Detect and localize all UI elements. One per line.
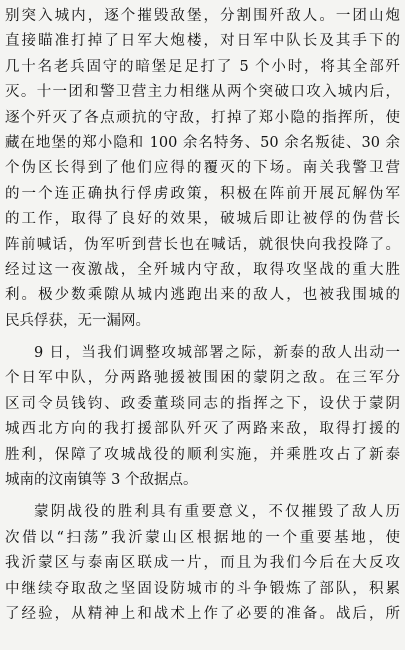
text-line: 城南的汶南镇等 3 个敌据点。 — [5, 472, 198, 489]
text-line: 灭。十一团和警卫营主力相继从两个突破口攻入城内后， — [5, 84, 400, 101]
text-line: 次借以“扫荡”我沂蒙山区根据地的一个重要基地，使 — [5, 529, 400, 546]
text-line: 胜利，保障了攻城战役的顺利实施，并乘胜攻占了新泰 — [5, 446, 400, 463]
text-line: 区司令员钱钧、政委董琰同志的指挥之下，设伏于蒙阴 — [5, 395, 400, 412]
text-line: 的工作，取得了良好的效果，破城后即让被俘的伪营长 — [5, 211, 400, 228]
text-line: 民兵俘获，无一漏网。 — [5, 312, 150, 329]
paragraph-2 — [5, 341, 400, 493]
text-line: 直接瞄准打掉了日军大炮楼，对日军中队长及其手下的 — [5, 33, 400, 50]
text-line: 个日军中队，分两路驰援被围困的蒙阴之敌。在三军分 — [5, 370, 400, 387]
text-line: 蒙阴战役的胜利具有重要意义，不仅摧毁了敌人历 — [34, 504, 400, 521]
text-line: 的一个连正确执行俘虏政策，积极在阵前开展瓦解伪军 — [5, 185, 400, 202]
text-line: 城西北方向的我打援部队歼灭了两路来敌，取得打援的 — [5, 421, 400, 438]
paragraph-1 — [5, 4, 400, 334]
text-line: 利。极少数乘隙从城内逃跑出来的敌人，也被我围城的 — [5, 287, 400, 304]
paragraph-3 — [5, 500, 400, 627]
text-line: 9 日，当我们调整攻城部署之际，新泰的敌人出动一 — [34, 345, 400, 362]
text-line: 藏在地堡的郑小隐和 100 余名特务、50 余名叛徒、30 余 — [5, 134, 400, 151]
text-line: 了经验，从精神上和战术上作了必要的准备。战后，所 — [5, 605, 400, 622]
text-line: 我沂蒙区与泰南区联成一片，而且为我们今后在大反攻 — [5, 555, 400, 572]
paragraph-gap — [5, 493, 400, 500]
text-line: 别突入城内，逐个摧毁敌堡，分割围歼敌人。一团山炮 — [5, 8, 400, 24]
text-line: 逐个歼灭了各点顽抗的守敌，打掉了郑小隐的指挥所，使 — [5, 109, 400, 126]
text-line: 个伪区长得到了他们应得的覆灭的下场。南关我警卫营 — [5, 160, 400, 177]
paragraph-gap — [5, 334, 400, 341]
text-line: 几十名老兵固守的暗堡足足打了 5 个小时，将其全部歼 — [5, 58, 400, 75]
text-line: 经过这一夜激战，全歼城内守敌，取得攻坚战的重大胜 — [5, 261, 400, 278]
text-line: 中继续夺取敌之坚固设防城市的斗争锻炼了部队，积累 — [5, 580, 400, 597]
text-line: 阵前喊话，伪军听到营长也在喊话，就很快向我投降了。 — [5, 236, 400, 253]
